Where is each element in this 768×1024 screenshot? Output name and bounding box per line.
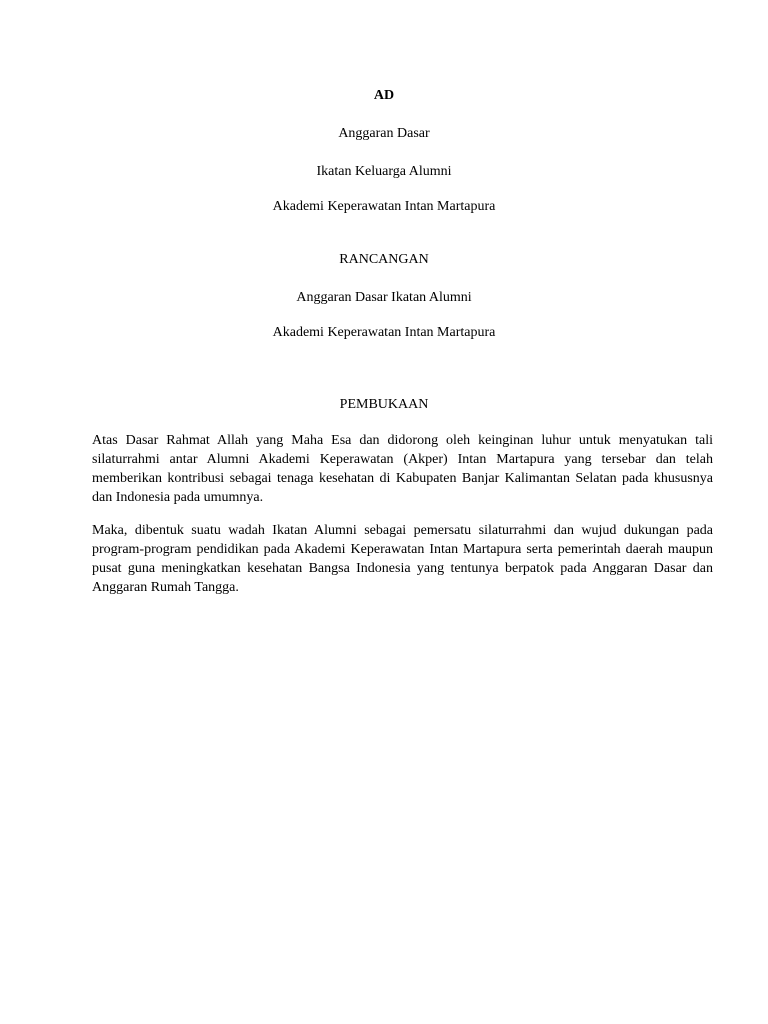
subtitle-line-1: Anggaran Dasar [338, 126, 430, 141]
document-title: AD [373, 88, 395, 103]
subtitle-line-2: Ikatan Keluarga Alumni [316, 164, 452, 179]
draft-heading: RANCANGAN [339, 252, 429, 267]
draft-line-2: Akademi Keperawatan Intan Martapura [272, 325, 496, 340]
draft-line-1: Anggaran Dasar Ikatan Alumni [296, 290, 472, 305]
section-heading: PEMBUKAAN [339, 397, 429, 412]
subtitle-line-3: Akademi Keperawatan Intan Martapura [272, 199, 496, 214]
paragraph-2: Maka, dibentuk suatu wadah Ikatan Alumni sebagai pemersatu silaturrahmi dan wujud dukungan pada program-program pendidikan pada Akademi Keperawatan Intan Martapura serta pemerintah daerah maupun pusat guna meningkatkan kesehatan Bangsa Indonesia yang tentunya berpatok pada Anggaran Dasar dan Anggaran Rumah Tangga. [92, 523, 713, 595]
paragraph-1: Atas Dasar Rahmat Allah yang Maha Esa dan didorong oleh keinginan luhur untuk menyatukan tali silaturrahmi antar Alumni Akademi Keperawatan (Akper) Intan Martapura yang tersebar dan telah memberikan kontribusi sebagai tenaga kesehatan di Kabupaten Banjar Kalimantan Selatan pada khususnya dan Indonesia pada umumnya. [92, 433, 713, 505]
